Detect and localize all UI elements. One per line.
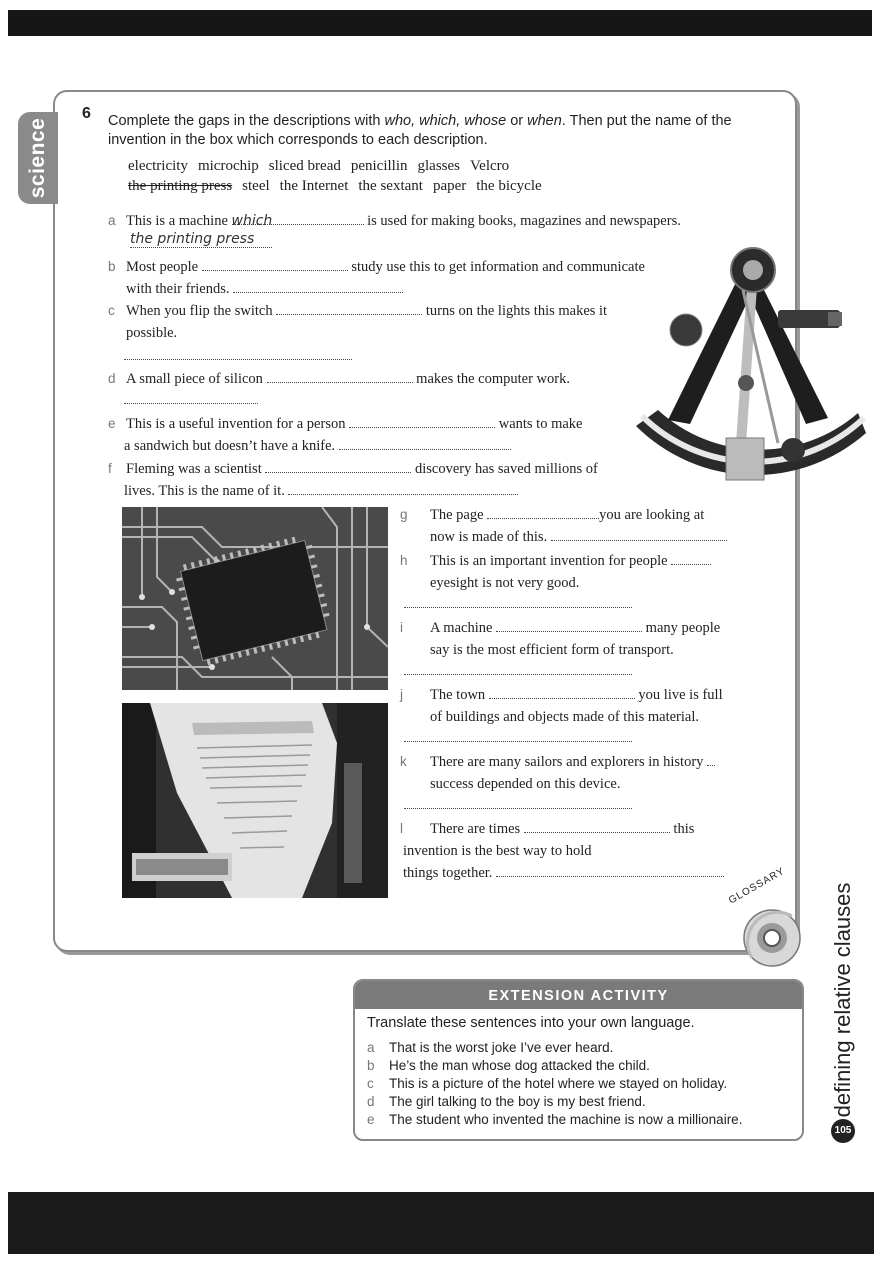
question-k-line-2: success depended on this device. xyxy=(430,776,621,792)
question-letter: h xyxy=(400,553,408,568)
answer-blank[interactable] xyxy=(707,751,715,766)
question-f-line-2 xyxy=(124,480,518,502)
question-text-end: many people xyxy=(645,620,721,636)
question-text-end: you live is full xyxy=(638,687,723,703)
question-l-line-2: invention is the best way to hold xyxy=(403,843,592,859)
question-text-end: study use this to get information and communicate xyxy=(351,259,645,275)
answer-blank[interactable] xyxy=(349,413,495,428)
handwritten-answer: which xyxy=(231,213,273,229)
question-b-line-2 xyxy=(126,278,403,300)
question-text-end: turns on the lights this makes it xyxy=(425,303,608,319)
item-letter: c xyxy=(367,1076,374,1091)
question-text: This is a machine xyxy=(126,213,228,229)
word-velcro: Velcro xyxy=(470,158,510,174)
word-box-row-2 xyxy=(128,178,552,195)
instruction-text: Complete the gaps in the descriptions with xyxy=(108,113,385,129)
exercise-instruction xyxy=(108,112,768,150)
answer-blank[interactable] xyxy=(267,368,413,383)
word-sliced-bread: sliced bread xyxy=(268,158,341,174)
instruction-or: or xyxy=(506,113,528,129)
question-letter: d xyxy=(108,371,116,386)
answer-blank[interactable] xyxy=(496,617,642,632)
question-j xyxy=(400,684,723,706)
question-text: A small piece of silicon xyxy=(126,371,263,387)
question-k xyxy=(400,751,715,773)
item-text: He’s the man whose dog attacked the child. xyxy=(389,1058,650,1073)
question-text-end: this xyxy=(673,821,695,837)
invention-blank-e[interactable] xyxy=(339,435,511,450)
item-letter: e xyxy=(367,1112,375,1127)
invention-answer-a[interactable]: the printing press xyxy=(130,231,272,248)
word-penicillin: penicillin xyxy=(350,158,408,174)
question-text: things together. xyxy=(403,865,493,881)
word-internet: the Internet xyxy=(279,178,349,194)
instruction-keywords: who, which, whose xyxy=(384,113,507,129)
word-glasses: glasses xyxy=(417,158,461,174)
invention-blank-l[interactable] xyxy=(496,862,724,877)
question-g xyxy=(400,504,704,526)
answer-blank[interactable] xyxy=(487,504,599,519)
question-text-end: you are looking at xyxy=(599,507,705,523)
question-i-line-2: say is the most efficient form of transport. xyxy=(430,642,674,658)
question-letter: k xyxy=(400,754,407,769)
extension-item-b xyxy=(367,1057,742,1075)
invention-blank-i[interactable] xyxy=(404,673,632,675)
answer-blank[interactable] xyxy=(489,684,635,699)
question-text: with their friends. xyxy=(126,281,230,297)
printing-press-photo xyxy=(122,703,388,898)
question-text: A machine xyxy=(430,620,493,636)
question-letter: l xyxy=(400,821,403,836)
question-c xyxy=(108,300,607,322)
question-text: Fleming was a scientist xyxy=(126,461,262,477)
word-steel: steel xyxy=(242,178,270,194)
question-text: lives. This is the name of it. xyxy=(124,483,285,499)
invention-blank-k[interactable] xyxy=(404,807,632,809)
question-text: There are many sailors and explorers in history xyxy=(430,754,704,770)
question-e-line-2 xyxy=(124,435,511,457)
question-letter: b xyxy=(108,259,116,274)
extension-item-c xyxy=(367,1075,742,1093)
invention-blank-d[interactable] xyxy=(124,402,258,404)
extension-item-a xyxy=(367,1039,742,1057)
extension-item-e xyxy=(367,1111,742,1129)
extension-activity-box xyxy=(353,979,804,1141)
extension-list xyxy=(367,1039,742,1129)
invention-blank-j[interactable] xyxy=(404,740,632,742)
page-number: 105 xyxy=(831,1119,855,1143)
question-h-line-2: eyesight is not very good. xyxy=(430,575,580,591)
question-text: The town xyxy=(430,687,486,703)
item-text: This is a picture of the hotel where we stayed on holiday. xyxy=(389,1076,728,1091)
question-letter: f xyxy=(108,461,112,476)
question-text: This is an important invention for people xyxy=(430,553,668,569)
chapter-side-title: defining relative clauses xyxy=(830,882,855,1118)
question-text: This is a useful invention for a person xyxy=(126,416,346,432)
word-sextant: the sextant xyxy=(358,178,423,194)
question-a xyxy=(108,210,681,232)
question-l xyxy=(400,818,694,840)
answer-blank[interactable] xyxy=(276,300,422,315)
item-text: The girl talking to the boy is my best friend. xyxy=(389,1094,646,1109)
exercise-number: 6 xyxy=(82,105,91,122)
answer-blank[interactable] xyxy=(202,256,348,271)
extension-title: EXTENSION ACTIVITY xyxy=(355,981,802,1009)
invention-blank-h[interactable] xyxy=(404,606,632,608)
answer-blank[interactable] xyxy=(265,458,411,473)
question-f xyxy=(108,458,598,480)
question-d xyxy=(108,368,570,390)
extension-instruction: Translate these sentences into your own language. xyxy=(367,1015,695,1031)
question-b xyxy=(108,256,645,278)
question-letter: j xyxy=(400,687,403,702)
instruction-when: when xyxy=(527,113,562,129)
question-text: now is made of this. xyxy=(430,529,548,545)
word-box-row-1 xyxy=(128,158,519,175)
item-letter: b xyxy=(367,1058,375,1073)
question-text: The page xyxy=(430,507,484,523)
extension-item-d xyxy=(367,1093,742,1111)
microchip-photo xyxy=(122,507,388,690)
glossary-label: GLOSSARY xyxy=(727,865,787,907)
answer-blank[interactable] xyxy=(671,550,711,565)
question-c-line-2: possible. xyxy=(126,325,178,341)
word-printing-press-crossed: the printing press xyxy=(128,178,233,194)
question-letter: i xyxy=(400,620,403,635)
invention-blank-c[interactable] xyxy=(124,358,352,360)
word-microchip: microchip xyxy=(197,158,259,174)
question-letter: e xyxy=(108,416,116,431)
question-h xyxy=(400,550,711,572)
item-letter: a xyxy=(367,1040,375,1055)
item-letter: d xyxy=(367,1094,375,1109)
science-tab xyxy=(18,112,58,204)
invention-blank-g[interactable] xyxy=(551,526,727,541)
question-l-line-3 xyxy=(403,862,724,884)
science-tab-label: science xyxy=(26,117,49,199)
question-letter: g xyxy=(400,507,408,522)
word-electricity: electricity xyxy=(128,158,188,174)
question-text: a sandwich but doesn’t have a knife. xyxy=(124,438,336,454)
question-text-end: wants to make xyxy=(498,416,583,432)
sextant-illustration xyxy=(628,238,878,488)
item-text: The student who invented the machine is now a millionaire. xyxy=(389,1112,743,1127)
question-text-end: discovery has saved millions of xyxy=(414,461,598,477)
bottom-scan-bar xyxy=(8,1192,874,1254)
item-text: That is the worst joke I’ve ever heard. xyxy=(389,1040,614,1055)
word-bicycle: the bicycle xyxy=(476,178,542,194)
question-j-line-2: of buildings and objects made of this material. xyxy=(430,709,699,725)
instruction-text-end: . Then put the name of the invention in the box which corresponds to each description. xyxy=(108,113,732,148)
question-text-end: makes the computer work. xyxy=(416,371,570,387)
question-text: Most people xyxy=(126,259,199,275)
invention-blank-f[interactable] xyxy=(288,480,518,495)
invention-blank-b[interactable] xyxy=(233,278,403,293)
question-g-line-2 xyxy=(430,526,727,548)
question-letter: c xyxy=(108,303,115,318)
answer-blank[interactable] xyxy=(231,210,364,229)
word-paper: paper xyxy=(432,178,467,194)
answer-blank[interactable] xyxy=(524,818,670,833)
question-i xyxy=(400,617,720,639)
question-text-end: is used for making books, magazines and newspapers. xyxy=(367,213,681,229)
question-letter: a xyxy=(108,213,116,228)
question-e xyxy=(108,413,582,435)
question-text: There are times xyxy=(430,821,521,837)
question-text: When you flip the switch xyxy=(126,303,273,319)
top-scan-bar xyxy=(8,10,872,36)
